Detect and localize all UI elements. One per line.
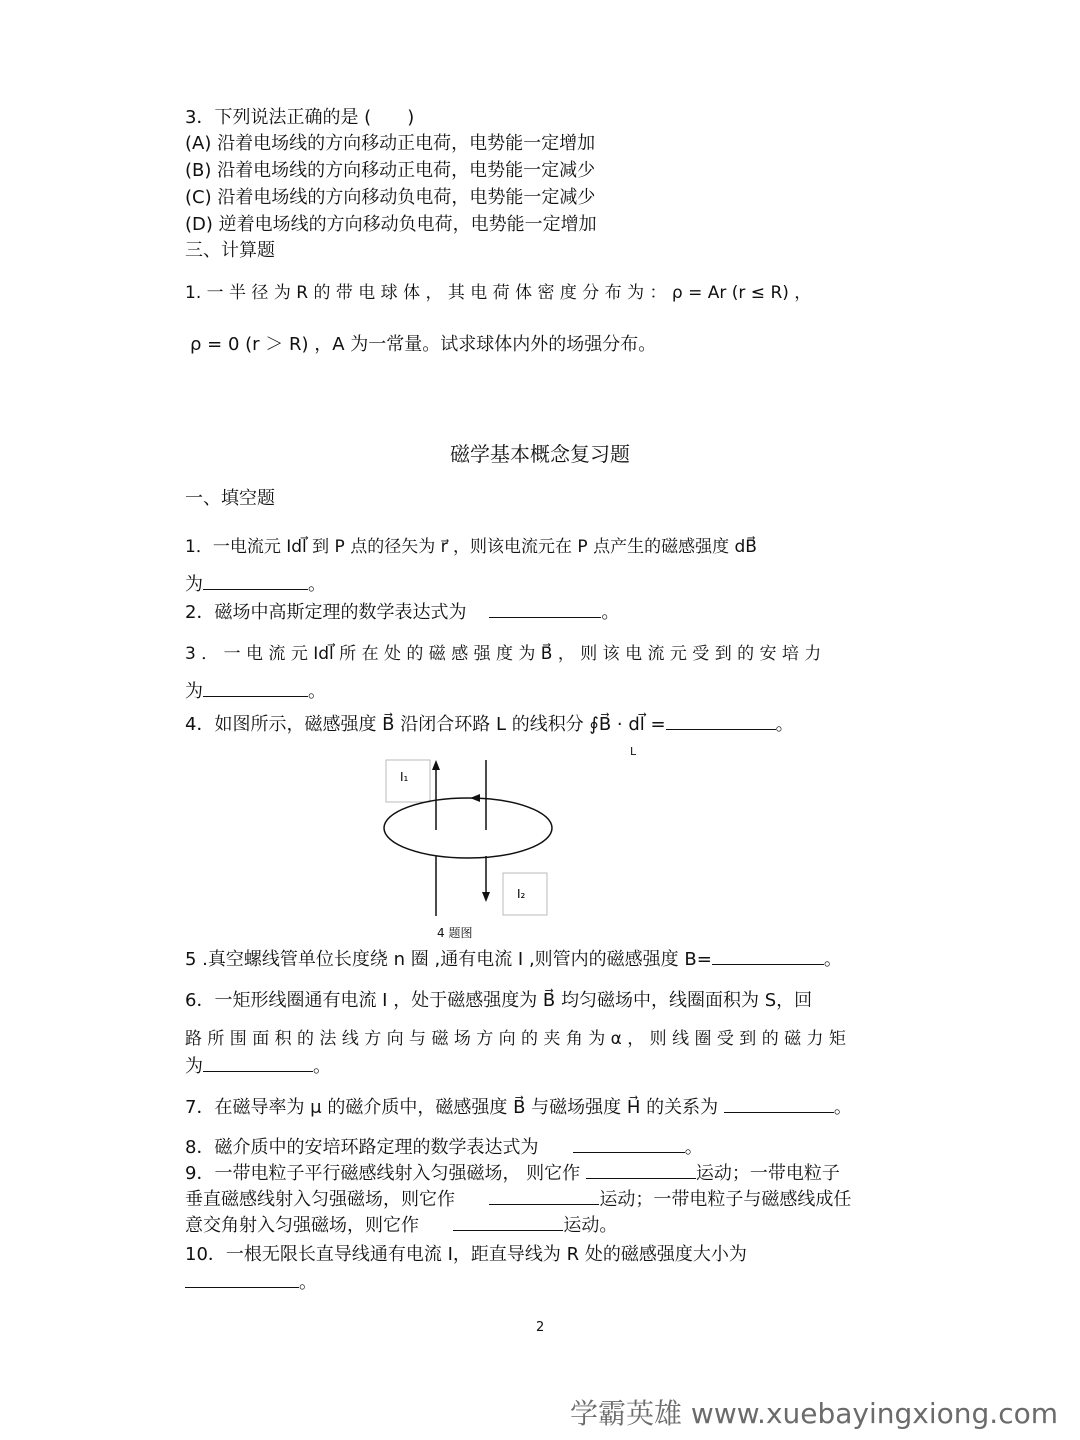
calc1-line2: ρ = 0 (r ＞ R) ，A 为一常量。试求球体内外的场强分布。 [190,334,657,355]
m-q9-line1-tail: 运动；一带电粒子 [695,1163,840,1184]
m-q7-suffix: 。 [833,1097,852,1118]
m-q9-line2 [185,1188,851,1212]
m-q5-blank[interactable] [712,948,824,965]
m-q7-prefix: 7．在磁导率为 μ 的磁介质中，磁感强度 B⃗ 与磁场强度 H⃗ 的关系为 [185,1097,719,1118]
m-q9-line2-tail: 运动；一带电粒子与磁感线成任 [599,1189,852,1210]
m-q6-suffix: 。 [313,1056,331,1077]
m-q2-suffix: 。 [601,602,620,623]
m-q2-blank[interactable] [489,601,601,618]
m-q9-blank3[interactable] [453,1214,563,1231]
m-q6-prefix: 为 [185,1056,203,1077]
m-q1-line1: 1．一电流元 Idl⃗ 到 P 点的径矢为 r⃗ ，则该电流元在 P 点产生的磁感强度 dB⃗ [185,537,757,557]
m-q4-prefix: 4．如图所示，磁感强度 B⃗ 沿闭合环路 L 的线积分 ∮B⃗ · dl⃗ = [185,714,666,735]
m-q8-blank[interactable] [573,1136,685,1153]
loop-l [384,798,552,858]
calc1-line1: 1. 一 半 径 为 R 的 带 电 球 体 ， 其 电 荷 体 密 度 分 布 为 ： ρ = Ar (r ≤ R) ， [185,283,812,303]
m-q10-line1: 10．一根无限长直导线通有电流 I，距直导线为 R 处的磁感强度大小为 [185,1244,747,1265]
m-q7 [185,1096,852,1120]
m-q3-suffix: 。 [308,681,326,702]
m-q10-line2 [185,1271,317,1295]
i2-label: I₂ [517,887,526,901]
q3-option-d: (D) 逆着电场线的方向移动负电荷，电势能一定增加 [185,214,597,235]
m-q4 [185,713,794,737]
q3-stem: 3．下列说法正确的是 ( ) [185,107,415,128]
q3-option-a: (A) 沿着电场线的方向移动正电荷，电势能一定增加 [185,133,596,154]
m-q8-prefix: 8．磁介质中的安培环路定理的数学表达式为 [185,1137,539,1158]
m-q1-blank[interactable] [203,573,308,590]
m-q6-line1: 6．一矩形线圈通有电流 I ，处于磁感强度为 B⃗ 均匀磁场中，线圈面积为 S，回 [185,990,813,1011]
page-number: 2 [536,1320,545,1335]
m-q3-line2 [185,680,326,704]
m-q7-blank[interactable] [724,1096,834,1113]
m-q9-line1 [185,1162,840,1186]
q3-option-b: (B) 沿着电场线的方向移动正电荷，电势能一定减少 [185,160,596,181]
m-q5 [185,948,842,972]
figure-4-diagram [380,756,570,921]
m-q10-suffix: 。 [299,1272,317,1293]
m-q9-line3-text: 意交角射入匀强磁场，则它作 [185,1215,419,1236]
loop-l-label: L [630,745,637,758]
q3-option-c: (C) 沿着电场线的方向移动负电荷，电势能一定减少 [185,187,596,208]
m-q4-suffix: 。 [775,714,794,735]
m-q5-prefix: 5 .真空螺线管单位长度绕 n 圈 ,通有电流 I ,则管内的磁感强度 B= [185,949,712,970]
arrow-up-icon [432,760,440,770]
m-q2-prefix: 2．磁场中高斯定理的数学表达式为 [185,602,467,623]
m-q6-line2: 路 所 围 面 积 的 法 线 方 向 与 磁 场 方 向 的 夹 角 为 α ， 则 线 圈 受 到 的 磁 力 矩 [185,1029,846,1049]
site-watermark: 学霸英雄 www.xuebayingxiong.com [570,1397,1058,1430]
m-q1-line2 [185,573,326,597]
m-q9-blank2[interactable] [489,1188,599,1205]
m-q3-blank[interactable] [203,680,308,697]
section-fill-blank: 一、填空题 [185,488,275,509]
figure-4-caption: 4 题图 [437,926,473,940]
m-q3-line1: 3 ． 一 电 流 元 Idl⃗ 所 在 处 的 磁 感 强 度 为 B⃗ ， 则 该 电 流 元 受 到 的 安 培 力 [185,644,822,664]
m-q9-line1-text: 9．一带电粒子平行磁感线射入匀强磁场， 则它作 [185,1163,581,1184]
m-q10-blank[interactable] [185,1271,299,1288]
m-q6-blank[interactable] [203,1055,313,1072]
m-q5-suffix: 。 [823,949,842,970]
m-q2 [185,601,619,625]
m-q1-suffix: 。 [308,574,326,595]
m-q3-prefix: 为 [185,681,203,702]
m-q9-line3-tail: 运动。 [563,1215,618,1236]
magnetism-title: 磁学基本概念复习题 [450,442,630,466]
i1-label: I₁ [400,770,409,784]
m-q8-suffix: 。 [684,1137,703,1158]
m-q9-blank1[interactable] [586,1162,696,1179]
loop-direction-arrow-icon [470,794,480,802]
m-q8 [185,1136,703,1160]
arrow-down-icon [482,892,490,902]
m-q1-prefix: 为 [185,574,203,595]
section-calculation: 三、计算题 [185,240,275,261]
m-q4-blank[interactable] [666,713,776,730]
m-q6-line3 [185,1055,331,1079]
m-q9-line2-text: 垂直磁感线射入匀强磁场，则它作 [185,1189,455,1210]
m-q9-line3 [185,1214,617,1238]
